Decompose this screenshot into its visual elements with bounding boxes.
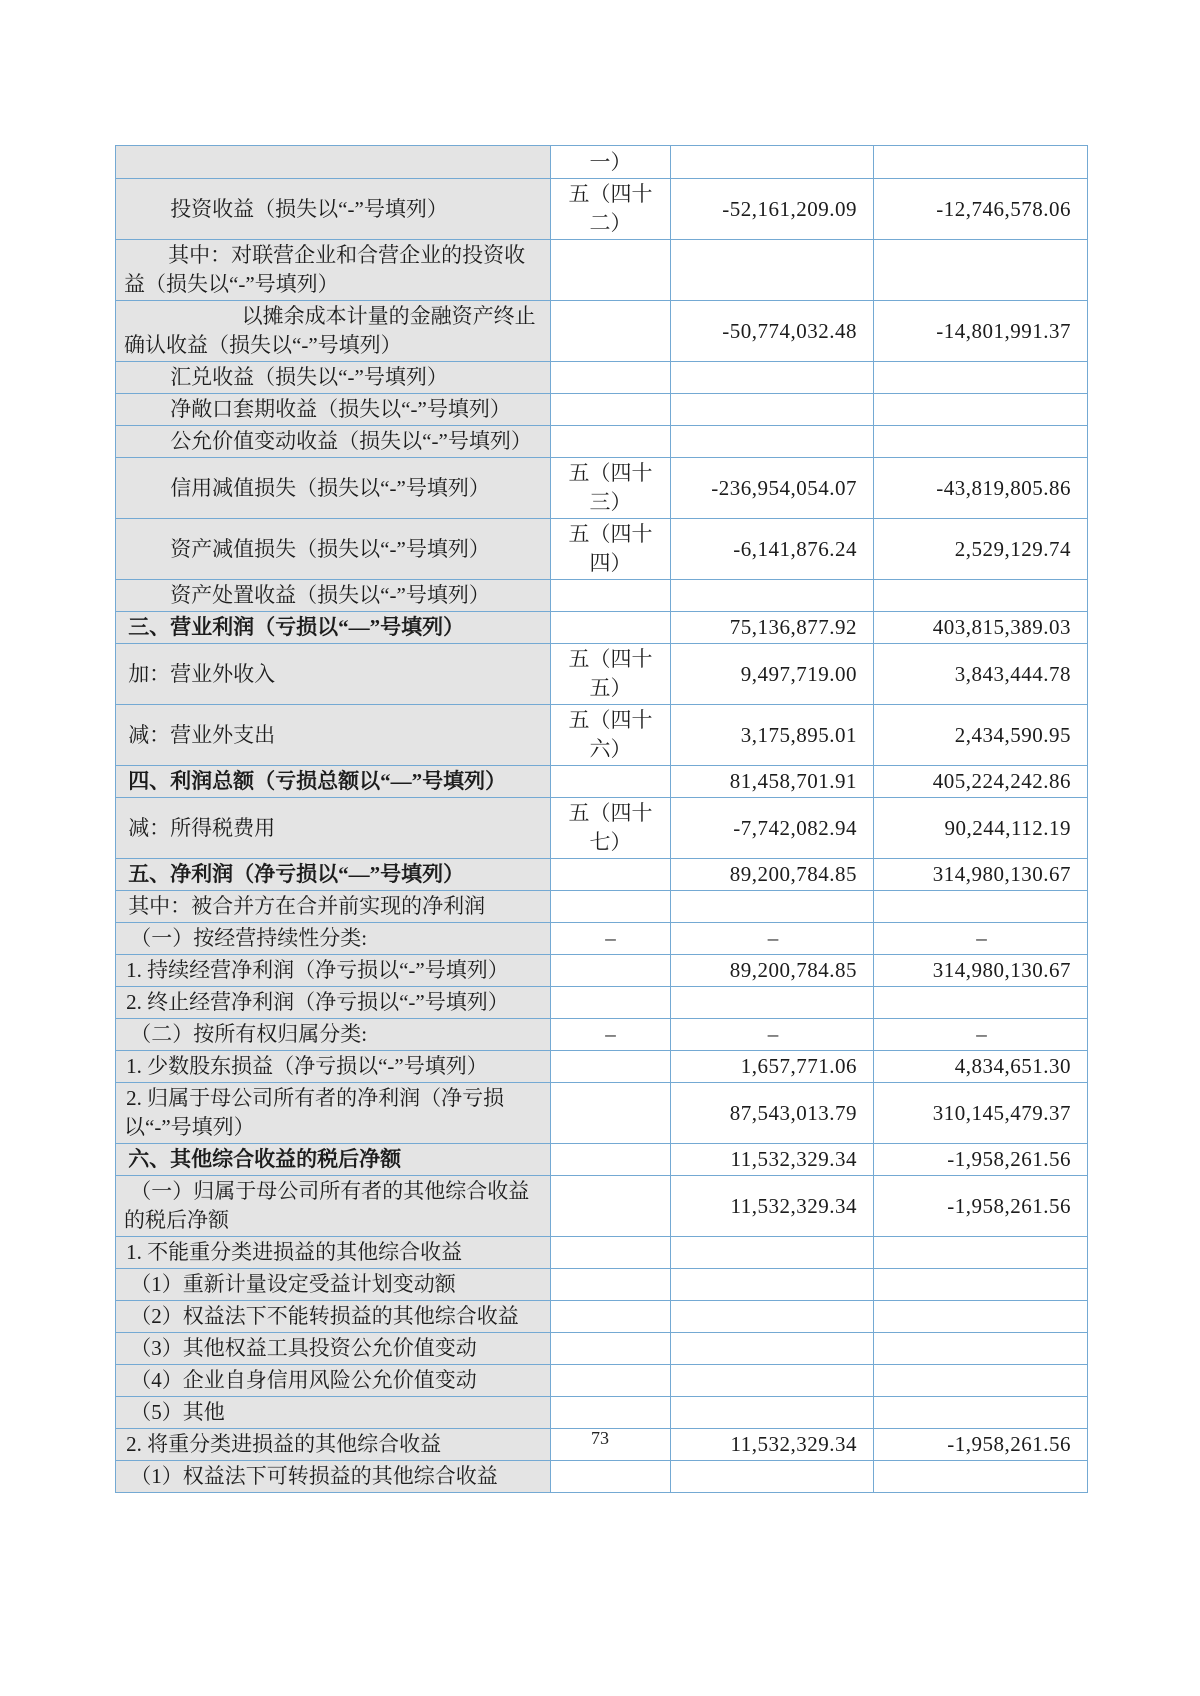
current-amount-cell: 89,200,784.85	[671, 955, 874, 987]
prior-amount-cell: 310,145,479.37	[874, 1083, 1088, 1144]
prior-amount-cell: 314,980,130.67	[874, 955, 1088, 987]
note-cell: 五（四十五）	[551, 644, 671, 705]
item-cell: （4）企业自身信用风险公允价值变动	[116, 1365, 551, 1397]
table-row	[116, 859, 1088, 891]
table-row	[116, 955, 1088, 987]
prior-amount-cell: 2,529,129.74	[874, 519, 1088, 580]
table-row	[116, 612, 1088, 644]
item-cell: 四、利润总额（亏损总额以“—”号填列）	[116, 766, 551, 798]
table-row	[116, 580, 1088, 612]
current-amount-cell: -52,161,209.09	[671, 179, 874, 240]
note-cell	[551, 1269, 671, 1301]
item-cell: 六、其他综合收益的税后净额	[116, 1144, 551, 1176]
current-amount-cell: 11,532,329.34	[671, 1176, 874, 1237]
current-amount-cell: –	[671, 923, 874, 955]
current-amount-cell: 89,200,784.85	[671, 859, 874, 891]
prior-amount-cell	[874, 987, 1088, 1019]
table-row	[116, 1269, 1088, 1301]
prior-amount-cell: –	[874, 923, 1088, 955]
item-cell: （1）重新计量设定受益计划变动额	[116, 1269, 551, 1301]
table-row	[116, 1144, 1088, 1176]
item-cell: 2. 终止经营净利润（净亏损以“-”号填列）	[116, 987, 551, 1019]
note-cell	[551, 1333, 671, 1365]
note-cell: –	[551, 923, 671, 955]
table-row	[116, 644, 1088, 705]
table-row	[116, 923, 1088, 955]
table-row	[116, 766, 1088, 798]
note-cell	[551, 1397, 671, 1429]
current-amount-cell	[671, 1333, 874, 1365]
prior-amount-cell	[874, 1237, 1088, 1269]
prior-amount-cell	[874, 1301, 1088, 1333]
table-row	[116, 1461, 1088, 1493]
item-cell: 加：营业外收入	[116, 644, 551, 705]
prior-amount-cell	[874, 1461, 1088, 1493]
note-cell	[551, 1083, 671, 1144]
current-amount-cell	[671, 580, 874, 612]
item-cell: 1. 不能重分类进损益的其他综合收益	[116, 1237, 551, 1269]
prior-amount-cell	[874, 146, 1088, 179]
item-cell: 1. 持续经营净利润（净亏损以“-”号填列）	[116, 955, 551, 987]
note-cell	[551, 1051, 671, 1083]
current-amount-cell	[671, 987, 874, 1019]
note-cell	[551, 766, 671, 798]
item-cell: （二）按所有权归属分类:	[116, 1019, 551, 1051]
note-cell	[551, 612, 671, 644]
current-amount-cell	[671, 1397, 874, 1429]
income-statement-table	[115, 145, 1088, 1493]
prior-amount-cell: 90,244,112.19	[874, 798, 1088, 859]
note-cell	[551, 891, 671, 923]
prior-amount-cell: -1,958,261.56	[874, 1144, 1088, 1176]
item-cell: 投资收益（损失以“-”号填列）	[116, 179, 551, 240]
current-amount-cell	[671, 426, 874, 458]
item-cell: （5）其他	[116, 1397, 551, 1429]
note-cell	[551, 580, 671, 612]
item-cell: 2. 归属于母公司所有者的净利润（净亏损以“-”号填列）	[116, 1083, 551, 1144]
table-row	[116, 1019, 1088, 1051]
current-amount-cell: 9,497,719.00	[671, 644, 874, 705]
note-cell	[551, 240, 671, 301]
prior-amount-cell: 2,434,590.95	[874, 705, 1088, 766]
note-cell	[551, 1365, 671, 1397]
prior-amount-cell: –	[874, 1019, 1088, 1051]
current-amount-cell	[671, 1365, 874, 1397]
table-row	[116, 1083, 1088, 1144]
current-amount-cell	[671, 394, 874, 426]
current-amount-cell	[671, 146, 874, 179]
item-cell: 资产处置收益（损失以“-”号填列）	[116, 580, 551, 612]
current-amount-cell	[671, 1301, 874, 1333]
current-amount-cell	[671, 1237, 874, 1269]
item-cell: 2. 将重分类进损益的其他综合收益	[116, 1429, 551, 1461]
prior-amount-cell: -12,746,578.06	[874, 179, 1088, 240]
item-cell: 汇兑收益（损失以“-”号填列）	[116, 362, 551, 394]
prior-amount-cell	[874, 394, 1088, 426]
current-amount-cell: -6,141,876.24	[671, 519, 874, 580]
table-row	[116, 179, 1088, 240]
table-row	[116, 426, 1088, 458]
note-cell	[551, 1237, 671, 1269]
prior-amount-cell	[874, 1365, 1088, 1397]
prior-amount-cell: 403,815,389.03	[874, 612, 1088, 644]
table-row	[116, 146, 1088, 179]
note-cell	[551, 1176, 671, 1237]
note-cell	[551, 955, 671, 987]
item-cell: （2）权益法下不能转损益的其他综合收益	[116, 1301, 551, 1333]
prior-amount-cell	[874, 426, 1088, 458]
item-cell: （一）归属于母公司所有者的其他综合收益的税后净额	[116, 1176, 551, 1237]
current-amount-cell: 1,657,771.06	[671, 1051, 874, 1083]
note-cell	[551, 987, 671, 1019]
table-row	[116, 1237, 1088, 1269]
current-amount-cell	[671, 362, 874, 394]
note-cell: 五（四十六）	[551, 705, 671, 766]
table-row	[116, 240, 1088, 301]
item-cell: （3）其他权益工具投资公允价值变动	[116, 1333, 551, 1365]
prior-amount-cell	[874, 240, 1088, 301]
current-amount-cell: 87,543,013.79	[671, 1083, 874, 1144]
table-row	[116, 1051, 1088, 1083]
current-amount-cell: -7,742,082.94	[671, 798, 874, 859]
note-cell	[551, 1461, 671, 1493]
note-cell	[551, 426, 671, 458]
table-row	[116, 394, 1088, 426]
table-row	[116, 1176, 1088, 1237]
item-cell: 公允价值变动收益（损失以“-”号填列）	[116, 426, 551, 458]
page-number: 73	[591, 1428, 609, 1448]
note-cell: 五（四十七）	[551, 798, 671, 859]
table-row	[116, 1365, 1088, 1397]
current-amount-cell: –	[671, 1019, 874, 1051]
item-cell: 其中：对联营企业和合营企业的投资收益（损失以“-”号填列）	[116, 240, 551, 301]
prior-amount-cell	[874, 1333, 1088, 1365]
note-cell	[551, 362, 671, 394]
table-row	[116, 301, 1088, 362]
table-body	[116, 146, 1088, 1493]
current-amount-cell: -236,954,054.07	[671, 458, 874, 519]
table-row	[116, 798, 1088, 859]
table-row	[116, 458, 1088, 519]
item-cell: 减：营业外支出	[116, 705, 551, 766]
item-cell: （1）权益法下可转损益的其他综合收益	[116, 1461, 551, 1493]
current-amount-cell: 11,532,329.34	[671, 1144, 874, 1176]
item-cell	[116, 146, 551, 179]
prior-amount-cell	[874, 362, 1088, 394]
note-cell: 一）	[551, 146, 671, 179]
note-cell	[551, 1144, 671, 1176]
item-cell: 减：所得税费用	[116, 798, 551, 859]
item-cell: 1. 少数股东损益（净亏损以“-”号填列）	[116, 1051, 551, 1083]
prior-amount-cell: -14,801,991.37	[874, 301, 1088, 362]
prior-amount-cell	[874, 891, 1088, 923]
prior-amount-cell: 4,834,651.30	[874, 1051, 1088, 1083]
prior-amount-cell: 3,843,444.78	[874, 644, 1088, 705]
prior-amount-cell: -1,958,261.56	[874, 1176, 1088, 1237]
prior-amount-cell: 405,224,242.86	[874, 766, 1088, 798]
note-cell	[551, 1301, 671, 1333]
item-cell: 净敞口套期收益（损失以“-”号填列）	[116, 394, 551, 426]
table-row	[116, 891, 1088, 923]
prior-amount-cell	[874, 1269, 1088, 1301]
note-cell	[551, 394, 671, 426]
item-cell: 其中：被合并方在合并前实现的净利润	[116, 891, 551, 923]
table-row	[116, 987, 1088, 1019]
prior-amount-cell: -43,819,805.86	[874, 458, 1088, 519]
current-amount-cell: 11,532,329.34	[671, 1429, 874, 1461]
current-amount-cell: 75,136,877.92	[671, 612, 874, 644]
item-cell: 三、营业利润（亏损以“—”号填列）	[116, 612, 551, 644]
note-cell	[551, 301, 671, 362]
table-row	[116, 519, 1088, 580]
table-row	[116, 1397, 1088, 1429]
current-amount-cell: -50,774,032.48	[671, 301, 874, 362]
current-amount-cell	[671, 1269, 874, 1301]
item-cell: 五、净利润（净亏损以“—”号填列）	[116, 859, 551, 891]
note-cell: –	[551, 1019, 671, 1051]
prior-amount-cell	[874, 580, 1088, 612]
current-amount-cell	[671, 240, 874, 301]
current-amount-cell: 3,175,895.01	[671, 705, 874, 766]
note-cell: 五（四十三）	[551, 458, 671, 519]
table-row	[116, 1333, 1088, 1365]
current-amount-cell	[671, 891, 874, 923]
prior-amount-cell	[874, 1397, 1088, 1429]
current-amount-cell: 81,458,701.91	[671, 766, 874, 798]
item-cell: 信用减值损失（损失以“-”号填列）	[116, 458, 551, 519]
note-cell	[551, 859, 671, 891]
table-row	[116, 705, 1088, 766]
item-cell: 以摊余成本计量的金融资产终止确认收益（损失以“-”号填列）	[116, 301, 551, 362]
table-row	[116, 1301, 1088, 1333]
prior-amount-cell: -1,958,261.56	[874, 1429, 1088, 1461]
item-cell: （一）按经营持续性分类:	[116, 923, 551, 955]
table-row	[116, 362, 1088, 394]
prior-amount-cell: 314,980,130.67	[874, 859, 1088, 891]
item-cell: 资产减值损失（损失以“-”号填列）	[116, 519, 551, 580]
note-cell: 五（四十二）	[551, 179, 671, 240]
note-cell: 五（四十四）	[551, 519, 671, 580]
current-amount-cell	[671, 1461, 874, 1493]
